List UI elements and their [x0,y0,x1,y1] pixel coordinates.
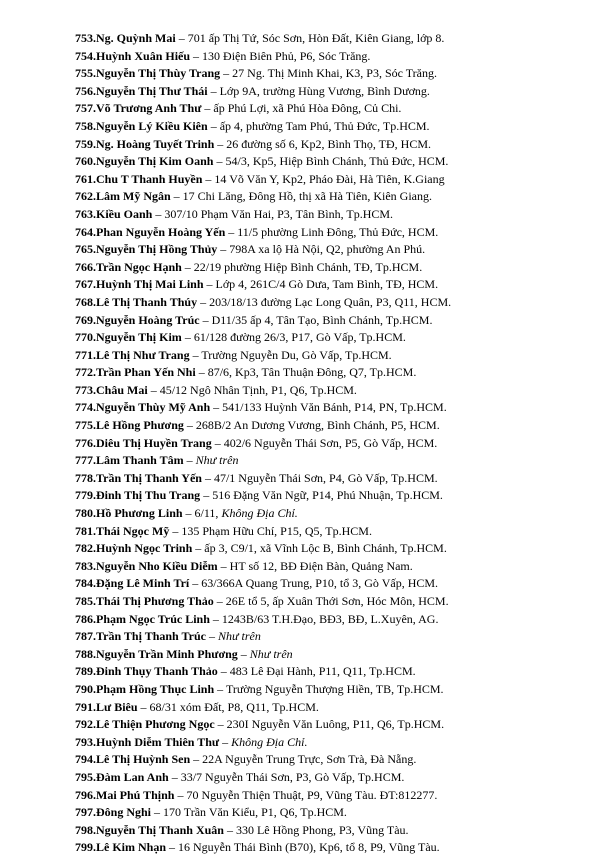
entry-name: Huỳnh Xuân Hiếu [96,48,191,63]
entry-name: Đinh Thụy Thanh Thảo [96,664,218,679]
entry-name: Nguyễn Thị Thanh Xuân [96,822,224,837]
entry-address: 63/366A Quang Trung, P10, tổ 3, Gò Vấp, HCM. [201,576,439,591]
entry-number: 779. [75,488,96,503]
entry-number: 775. [75,418,96,433]
entry-number: 789. [75,664,96,679]
entry-name: Nguyễn Hoàng Trúc [96,312,200,327]
list-item [75,224,555,242]
list-item [75,276,555,294]
entry-name: Phan Nguyễn Hoàng Yến [96,224,226,239]
entry-number: 768. [75,294,96,309]
list-item [75,364,555,382]
entry-separator: – [137,699,150,714]
entry-name: Đông Nghi [96,805,152,820]
entry-separator: – [175,31,188,45]
entry-address: Không Địa Chỉ. [231,734,308,749]
entry-address: 135 Phạm Hữu Chí, P15, Q5, Tp.HCM. [181,523,372,538]
list-item [75,83,555,101]
entry-name: Thái Thị Phương Thảo [96,594,214,608]
list-item [75,118,555,136]
entry-separator: – [217,664,230,679]
entry-name: Đinh Thị Thu Trang [96,488,201,503]
entry-separator: – [203,277,216,292]
entry-separator: – [200,488,213,503]
entry-address: HT số 12, BĐ Điện Bàn, Quảng Nam. [229,558,413,573]
entry-separator: – [201,101,214,116]
entry-address: 17 Chi Lăng, Đông Hồ, thị xã Hà Tiên, Kiên Giang. [182,189,432,204]
entry-number: 769. [75,312,96,327]
list-item [75,787,555,805]
entry-separator: – [182,506,195,521]
entry-number: 790. [75,681,96,696]
entry-separator: – [217,242,230,257]
list-item [75,399,555,417]
list-item [75,487,555,505]
list-item [75,716,555,734]
entry-number: 786. [75,611,96,626]
list-item [75,312,555,330]
entry-separator: – [195,365,208,380]
entry-number: 792. [75,717,96,732]
list-item [75,259,555,277]
entry-address: Lớp 4, 261C/4 Gò Dưa, Tam Bình, TĐ, HCM. [215,277,439,292]
entry-number: 784. [75,576,96,591]
entry-name: Nguyễn Lý Kiều Kiên [96,118,208,133]
entry-name: Diêu Thị Huyền Trang [96,435,212,450]
entry-separator: – [151,805,164,820]
entry-name: Lê Thị Thanh Thúy [96,294,198,309]
entry-number: 765. [75,242,96,257]
entry-number: 782. [75,541,96,556]
entry-address: 14 Võ Văn Y, Kp2, Pháo Đài, Hà Tiên, K.Giang [214,171,445,186]
entry-name: Nguyễn Thị Kim [96,330,182,345]
list-item [75,65,555,83]
list-item [75,171,555,189]
entry-address: 268B/2 An Dương Vương, Bình Chánh, P5, HCM. [195,418,440,433]
entry-separator: – [207,118,220,133]
entry-separator: – [213,594,226,608]
entry-separator: – [211,435,224,450]
entry-address: 47/1 Nguyễn Thái Sơn, P4, Gò Vấp, Tp.HCM. [213,470,438,485]
entry-separator: – [209,611,222,626]
entry-number: 783. [75,558,96,573]
entry-name: Ng. Hoàng Tuyết Trinh [96,136,215,151]
entry-address: 26 đường số 6, Kp2, Bình Thọ, TĐ, HCM. [226,136,432,151]
entry-address: 22A Nguyễn Trung Trực, Sơn Trà, Đà Nẵng. [202,752,417,767]
entry-number: 785. [75,594,96,608]
entry-separator: – [181,330,194,345]
entry-separator: – [168,769,181,784]
entry-separator: – [210,400,223,415]
entry-separator: – [174,787,187,802]
entry-address: Trường Nguyễn Thượng Hiền, TB, Tp.HCM. [225,681,444,696]
entry-name: Phạm Hồng Thục Linh [96,681,215,696]
entry-address: D11/35 ấp 4, Tân Tạo, Bình Chánh, Tp.HCM. [211,312,433,327]
entry-separator: – [183,453,196,468]
entry-separator: – [152,206,165,221]
entry-address: 27 Ng. Thị Minh Khai, K3, P3, Sóc Trăng. [232,66,437,81]
entry-name: Nguyễn Thùy Mỹ Anh [96,400,211,415]
entry-address: 170 Trần Văn Kiểu, P1, Q6, Tp.HCM. [163,805,347,820]
list-item [75,206,555,224]
entry-address: 483 Lê Đại Hành, P11, Q11, Tp.HCM. [229,664,416,679]
list-item [75,100,555,118]
entry-address: 45/12 Ngô Nhân Tịnh, P1, Q6, Tp.HCM. [159,382,357,397]
entry-number: 797. [75,805,96,820]
entry-name: Huỳnh Ngọc Trinh [96,541,193,556]
entry-name: Trần Thị Thanh Yến [96,470,202,485]
entry-name: Lâm Thanh Tâm [96,453,184,468]
entry-address: 68/31 xóm Đất, P8, Q11, Tp.HCM. [149,699,319,714]
entry-separator: – [220,66,233,81]
entry-name: Lư Biêu [96,699,138,714]
entry-name: Lê Kim Nhạn [96,840,167,855]
entry-separator: – [201,470,214,485]
entry-separator: – [190,752,203,767]
entry-separator: – [170,189,183,204]
entry-name: Đặng Lê Minh Trí [96,576,190,591]
entry-address: ấp 3, C9/1, xã Vĩnh Lộc B, Bình Chánh, Tp.HCM. [204,541,447,556]
entry-number: 753. [75,31,96,45]
entry-address: 70 Nguyễn Thiện Thuật, P9, Vũng Tàu. ĐT:812277. [186,787,438,802]
entry-address: 54/3, Kp5, Hiệp Bình Chánh, Thủ Đức, HCM. [225,154,449,169]
entry-number: 755. [75,66,96,81]
entry-address: Như trên [217,629,261,644]
entry-number: 770. [75,330,96,345]
list-item [75,611,555,629]
entry-address: 11/5 phường Linh Đông, Thủ Đức, HCM. [237,224,439,239]
entry-address: 1243B/63 T.H.Đạo, BĐ3, BĐ, L.Xuyên, AG. [221,611,439,626]
entry-separator: – [183,418,196,433]
entry-separator: – [190,48,203,63]
entry-name: Phạm Ngọc Trúc Linh [96,611,210,626]
entry-separator: – [166,840,179,855]
list-item [75,628,555,646]
entry-number: 771. [75,347,96,362]
list-item [75,188,555,206]
entry-address: ấp Phú Lợi, xã Phú Hòa Đông, Củ Chi. [213,101,402,116]
list-item [75,241,555,259]
entry-address: 798A xa lộ Hà Nội, Q2, phường An Phú. [229,242,426,257]
entry-separator: – [202,171,215,186]
entry-number: 798. [75,822,96,837]
entry-name: Chu T Thanh Huyền [96,171,203,186]
entry-name: Nguyễn Thị Thư Thái [96,83,208,98]
entry-number: 767. [75,277,96,292]
list-item [75,593,555,611]
entry-separator: – [147,382,160,397]
entry-address: Như trên [249,646,293,661]
entry-name: Nguyễn Thị Hồng Thủy [96,242,218,257]
entry-separator: – [223,822,236,837]
list-item [75,382,555,400]
entry-separator: – [189,576,202,591]
entry-separator: – [213,154,226,169]
entry-number: 757. [75,101,96,116]
list-item [75,48,555,66]
entry-number: 762. [75,189,96,204]
list-item [75,417,555,435]
entry-address: 541/133 Huỳnh Văn Bánh, P14, PN, Tp.HCM. [222,400,447,415]
list-item [75,681,555,699]
entry-number: 763. [75,206,96,221]
entry-name: Châu Mai [96,382,148,397]
entry-number: 754. [75,48,96,63]
entry-name: Nguyễn Trần Minh Phương [96,646,238,661]
list-item [75,153,555,171]
entry-name: Thái Ngọc Mỹ [96,523,170,538]
entry-number: 793. [75,734,96,749]
entry-address: 230I Nguyễn Văn Luông, P11, Q6, Tp.HCM. [226,717,445,732]
entry-number: 758. [75,118,96,133]
entry-address: 16 Nguyễn Thái Bình (B70), Kp6, tổ 8, P9, Vũng Tàu. [178,840,440,855]
entry-address: 130 Điện Biên Phủ, P6, Sóc Trăng. [202,48,371,63]
entry-number: 788. [75,646,96,661]
entry-address: 61/128 đường 26/3, P17, Gò Vấp, Tp.HCM. [193,330,406,345]
entry-number: 777. [75,453,96,468]
entry-number: 773. [75,382,96,397]
entry-address: 402/6 Nguyễn Thái Sơn, P5, Gò Vấp, HCM. [223,435,438,450]
entry-separator: – [217,558,230,573]
entry-separator: – [181,259,194,274]
list-item [75,699,555,717]
entry-number: 799. [75,840,96,855]
entry-address: 701 ấp Thị Tứ, Sóc Sơn, Hòn Đất, Kiên Giang, lớp 8. [187,31,445,45]
entry-name: Lâm Mỹ Ngân [96,189,171,204]
list-item [75,769,555,787]
entry-number: 766. [75,259,96,274]
entry-number: 760. [75,154,96,169]
entry-name: Trần Thị Thanh Trúc [96,629,206,644]
entry-name: Nguyễn Thị Kim Oanh [96,154,214,169]
list-item [75,751,555,769]
entry-number: 791. [75,699,96,714]
entry-address: 307/10 Phạm Văn Hai, P3, Tân Bình, Tp.HCM. [164,206,394,221]
entry-separator: – [199,312,212,327]
entry-separator: – [192,541,205,556]
entry-address: Lớp 9A, trường Hùng Vương, Bình Dương. [219,83,430,98]
entry-name: Nguyễn Nho Kiều Diễm [96,558,218,573]
entry-name: Huỳnh Diễm Thiên Thư [96,734,220,749]
entry-name: Huỳnh Thị Mai Linh [96,277,204,292]
list-item [75,523,555,541]
entry-address: 203/18/13 đường Lạc Long Quân, P3, Q11, HCM. [209,294,452,309]
entry-separator: – [225,224,238,239]
list-item [75,452,555,470]
entry-number: 772. [75,365,96,380]
entry-number: 781. [75,523,96,538]
entry-address: 26E tổ 5, ấp Xuân Thới Sơn, Hóc Môn, HCM. [225,594,449,608]
entry-name: Võ Trương Anh Thư [96,101,202,116]
list-item [75,540,555,558]
entry-number: 795. [75,769,96,784]
entry-name: Lê Thiện Phương Ngọc [96,717,215,732]
entry-address: 33/7 Nguyễn Thái Sơn, P3, Gò Vấp, Tp.HCM. [180,769,405,784]
list-item [75,575,555,593]
list-item [75,822,555,840]
list-item [75,435,555,453]
entry-number: 774. [75,400,96,415]
entry-name: Lê Thị Như Trang [96,347,190,362]
list-item [75,804,555,822]
entry-name: Lê Thị Huỳnh Sen [96,752,191,767]
entry-address: 22/19 phường Hiệp Bình Chánh, TĐ, Tp.HCM. [193,259,423,274]
entry-name: Lê Hồng Phương [96,418,184,433]
entry-number: 796. [75,787,96,802]
entry-address: Trường Nguyễn Du, Gò Vấp, Tp.HCM. [201,347,392,362]
entry-name: Trần Ngọc Hạnh [96,259,182,274]
list-item [75,294,555,312]
entry-number: 756. [75,83,96,98]
list-item [75,663,555,681]
entry-number: 794. [75,752,96,767]
entry-separator: – [219,734,232,749]
entry-address: ấp 4, phường Tam Phú, Thủ Đức, Tp.HCM. [219,118,430,133]
entry-address: 330 Lê Hồng Phong, P3, Vũng Tàu. [235,822,409,837]
entry-name: Ng. Quỳnh Mai [96,31,176,45]
entry-address: 87/6, Kp3, Tân Thuận Đông, Q7, Tp.HCM. [207,365,417,380]
entry-name: Trần Phan Yến Nhi [96,365,196,380]
entry-name: Hồ Phương Linh [96,506,183,521]
entry-number: 761. [75,171,96,186]
list-item [75,505,555,523]
entry-number: 780. [75,506,96,521]
entry-address: 516 Đặng Văn Ngữ, P14, Phú Nhuận, Tp.HCM. [212,488,443,503]
entry-name: Mai Phú Thịnh [96,787,175,802]
list-item [75,734,555,752]
list-item [75,347,555,365]
list-item [75,329,555,347]
entry-separator: – [169,523,182,538]
entry-separator: – [207,83,220,98]
list-item [75,558,555,576]
list-item [75,646,555,664]
entry-number: 787. [75,629,96,644]
entry-address: Như trên [195,453,239,468]
entry-separator: – [205,629,218,644]
entry-separator: – [189,347,202,362]
entry-number: 778. [75,470,96,485]
entry-number: 776. [75,435,96,450]
entry-number: 764. [75,224,96,239]
entry-name: Đàm Lan Anh [96,769,169,784]
entry-name: Nguyễn Thị Thùy Trang [96,66,221,81]
entry-separator: – [214,717,227,732]
entry-separator: – [197,294,210,309]
entry-separator: – [214,136,227,151]
entry-name: Kiều Oanh [96,206,153,221]
entry-number: 759. [75,136,96,151]
entry-separator: – [237,646,250,661]
list-item [75,136,555,154]
entry-address: 6/11, Không Địa Chỉ. [194,506,298,521]
list-item [75,30,555,48]
list-item [75,470,555,488]
entry-separator: – [214,681,226,696]
